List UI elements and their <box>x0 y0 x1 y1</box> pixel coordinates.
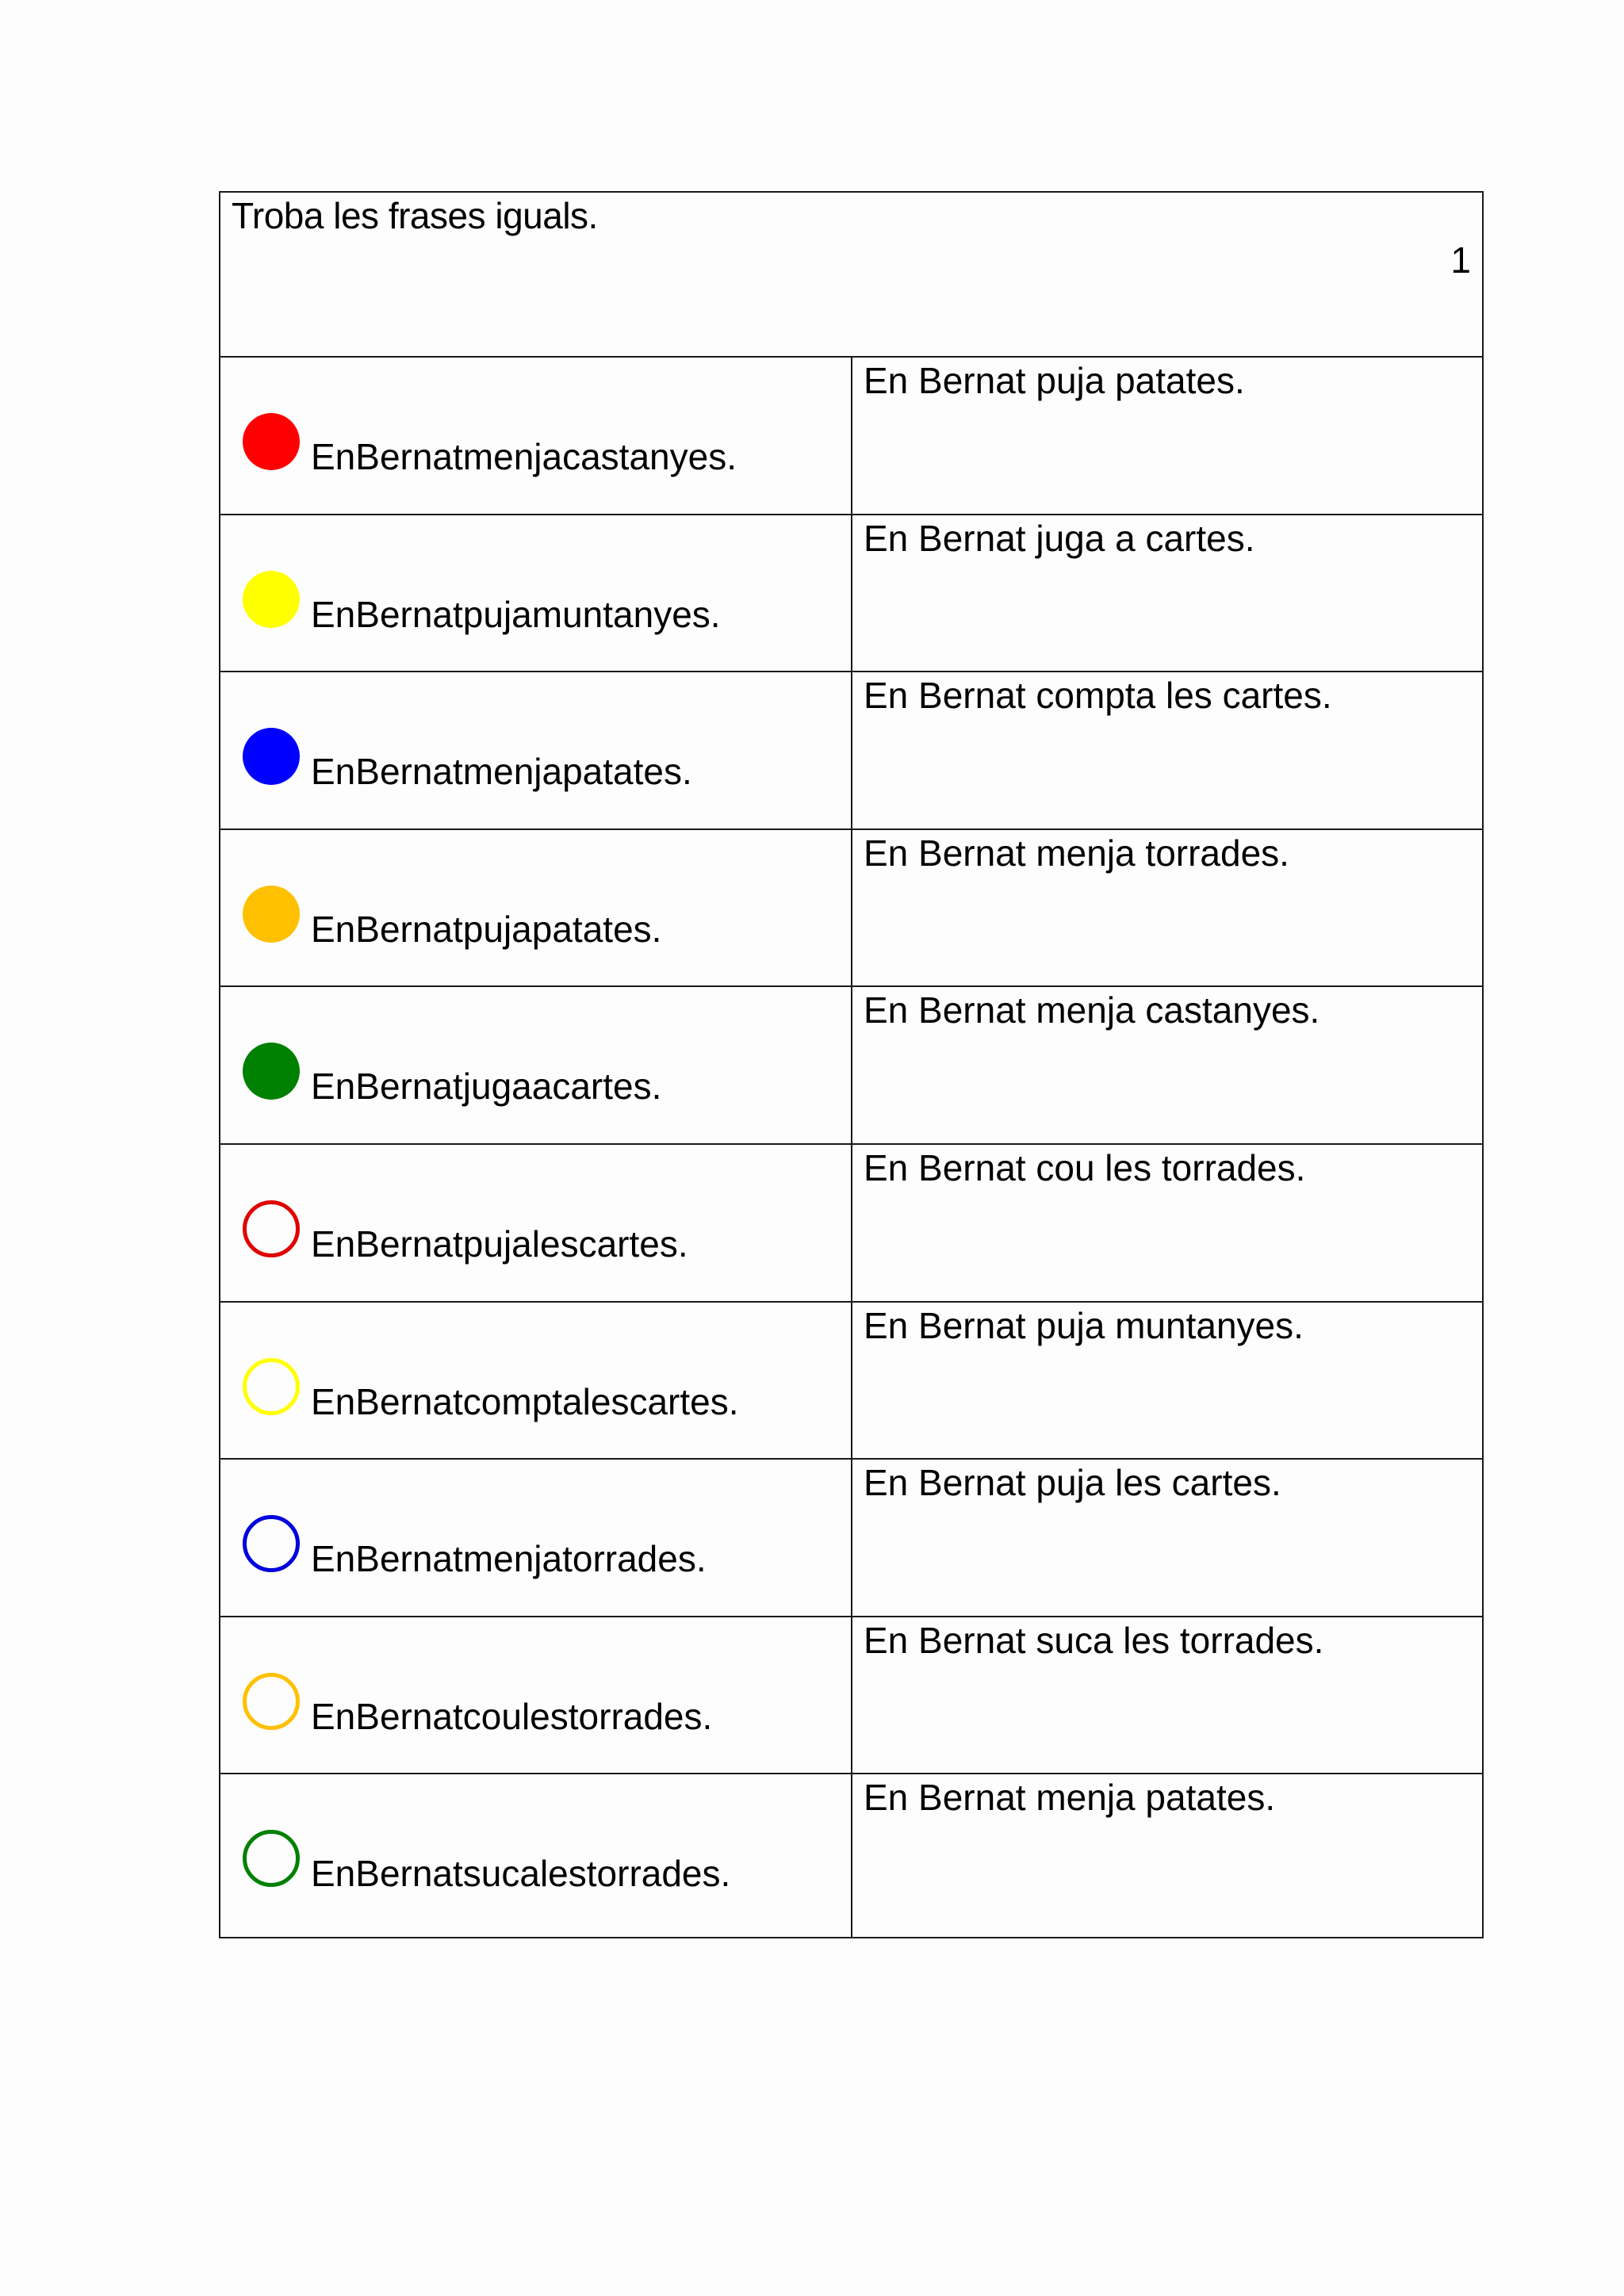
merged-sentence-text: EnBernatjugaacartes. <box>311 1066 662 1108</box>
sentence-cell <box>852 1460 1482 1616</box>
merged-sentence-text: EnBernatpujalescartes. <box>311 1223 688 1265</box>
sentence-text: En Bernat menja patates. <box>864 1777 1276 1819</box>
sentence-rows <box>220 358 1482 1937</box>
merged-sentence-text: EnBernatpujapatates. <box>311 908 662 950</box>
sentence-cell <box>852 1617 1482 1774</box>
sentence-text: En Bernat puja muntanyes. <box>864 1304 1304 1346</box>
filled-circle-icon <box>243 413 300 470</box>
merged-sentence-text: EnBernatmenjapatates. <box>311 751 692 793</box>
filled-circle-icon <box>243 728 300 785</box>
sentence-cell <box>852 987 1482 1143</box>
table-row <box>220 1145 1482 1303</box>
merged-sentence-cell <box>220 358 852 514</box>
sentence-text: En Bernat suca les torrades. <box>864 1619 1324 1661</box>
merged-sentence-cell <box>220 987 852 1143</box>
table-row <box>220 672 1482 830</box>
sentence-text: En Bernat cou les torrades. <box>864 1146 1306 1188</box>
sentence-text: En Bernat puja les cartes. <box>864 1462 1281 1504</box>
merged-sentence-cell <box>220 515 852 672</box>
sentence-cell <box>852 515 1482 672</box>
outline-circle-icon <box>243 1673 300 1730</box>
merged-sentence-cell <box>220 1617 852 1774</box>
merged-sentence-text: EnBernatcoulestorrades. <box>311 1695 713 1737</box>
sentence-text: En Bernat juga a cartes. <box>864 517 1255 559</box>
merged-sentence-text: EnBernatsucalestorrades. <box>311 1853 731 1895</box>
table-row <box>220 1617 1482 1775</box>
page-number: 1 <box>1450 239 1471 281</box>
outline-circle-icon <box>243 1200 300 1257</box>
merged-sentence-text: EnBernatpujamuntanyes. <box>311 593 721 635</box>
merged-sentence-cell <box>220 830 852 986</box>
worksheet-title: Troba les frases iguals. <box>232 195 598 236</box>
merged-sentence-cell <box>220 1774 852 1937</box>
sentence-cell <box>852 1774 1482 1937</box>
sentence-cell <box>852 358 1482 514</box>
merged-sentence-text: EnBernatmenjacastanyes. <box>311 436 737 477</box>
filled-circle-icon <box>243 1043 300 1100</box>
outline-circle-icon <box>243 1515 300 1572</box>
table-row <box>220 1460 1482 1617</box>
sentence-cell <box>852 672 1482 828</box>
table-row <box>220 515 1482 673</box>
filled-circle-icon <box>243 886 300 943</box>
outline-circle-icon <box>243 1830 300 1887</box>
merged-sentence-cell <box>220 1145 852 1301</box>
table-row <box>220 987 1482 1145</box>
merged-sentence-text: EnBernatcomptalescartes. <box>311 1380 739 1422</box>
worksheet-header <box>220 193 1482 358</box>
worksheet-table <box>219 191 1484 1938</box>
sentence-text: En Bernat compta les cartes. <box>864 675 1332 717</box>
filled-circle-icon <box>243 571 300 628</box>
merged-sentence-cell <box>220 1303 852 1459</box>
sentence-cell <box>852 830 1482 986</box>
table-row <box>220 830 1482 988</box>
outline-circle-icon <box>243 1358 300 1415</box>
sentence-cell <box>852 1145 1482 1301</box>
sentence-text: En Bernat menja castanyes. <box>864 989 1320 1031</box>
sentence-cell <box>852 1303 1482 1459</box>
table-row <box>220 1774 1482 1937</box>
sentence-text: En Bernat puja patates. <box>864 360 1245 401</box>
merged-sentence-cell <box>220 672 852 828</box>
sentence-text: En Bernat menja torrades. <box>864 832 1289 874</box>
merged-sentence-text: EnBernatmenjatorrades. <box>311 1538 707 1580</box>
table-row <box>220 1303 1482 1460</box>
table-row <box>220 358 1482 515</box>
merged-sentence-cell <box>220 1460 852 1616</box>
